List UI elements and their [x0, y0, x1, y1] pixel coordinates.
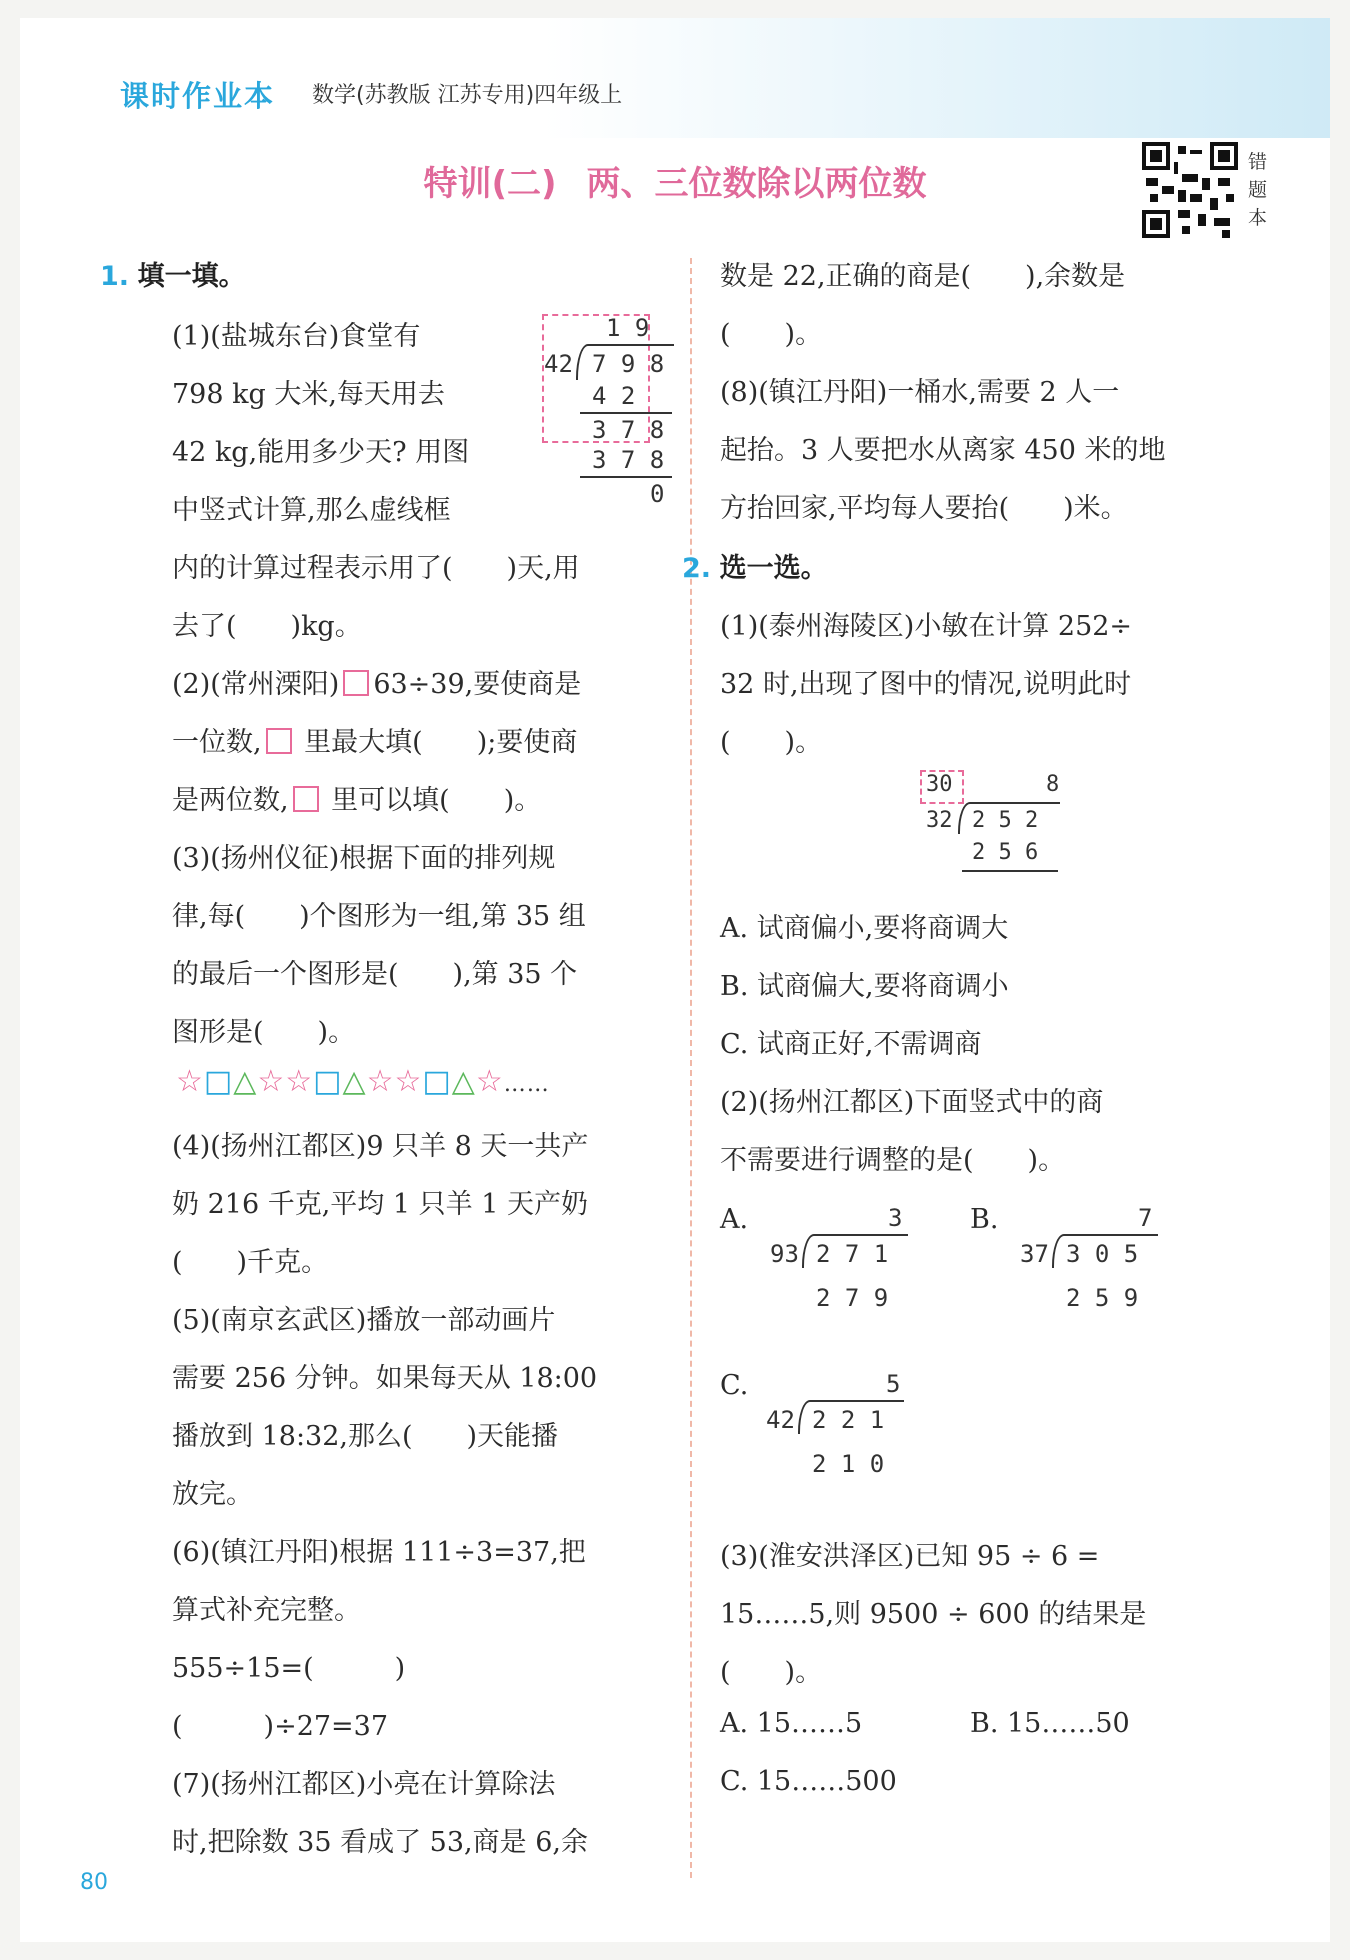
final-remainder: 0: [650, 480, 665, 508]
q1-p1-line3: 42 kg,能用多少天? 用图: [172, 437, 470, 468]
step-remainder-1: 3 7 8: [592, 416, 665, 444]
divisor: 42: [544, 350, 573, 378]
step-product-1: 4 2: [592, 382, 636, 410]
q1-p3-line1: (3)(扬州仪征)根据下面的排列规: [172, 843, 556, 874]
q1-p7-line4: ( )。: [720, 319, 823, 350]
q1-p1-line6: 去了( )kg。: [172, 611, 362, 642]
q1-p2-text: 一位数,: [172, 727, 262, 758]
blank-box[interactable]: [293, 786, 319, 812]
q1-p4-line3: ( )千克。: [172, 1247, 329, 1278]
divisor: 37: [1020, 1240, 1049, 1268]
q1-p3-line4: 图形是( )。: [172, 1017, 356, 1048]
option-label: C.: [720, 1370, 749, 1401]
divisor: 32: [926, 808, 953, 833]
dividend: 2 7 1: [816, 1240, 889, 1268]
ellipsis: ……: [503, 1072, 550, 1097]
dividend: 2 5 2: [972, 808, 1039, 833]
quotient: 1 9: [606, 314, 650, 342]
square-icon: □: [203, 1064, 234, 1099]
qr-code-icon[interactable]: [1142, 142, 1238, 238]
triangle-icon: △: [342, 1064, 367, 1099]
dividend: 3 0 5: [1066, 1240, 1139, 1268]
q2-p2-option-b[interactable]: [970, 1204, 1190, 1314]
q2-number: 2.: [682, 553, 712, 584]
q1-p6-line1: (6)(镇江丹阳)根据 111÷3=37,把: [172, 1537, 586, 1568]
page-title: [20, 156, 1330, 205]
q1-p2-source: (2)(常州溧阳): [172, 669, 340, 700]
star-icon: ☆: [176, 1064, 204, 1099]
q1-p1-line4: 中竖式计算,那么虚线框: [172, 495, 451, 526]
q1-p5-line4: 放完。: [172, 1479, 253, 1510]
page-number: 80: [80, 1870, 108, 1895]
blank-box[interactable]: [343, 670, 369, 696]
q2-p2-line2: 不需要进行调整的是( )。: [720, 1145, 1066, 1176]
divisor: 93: [770, 1240, 799, 1268]
q1-heading: [100, 254, 246, 293]
product: 2 1 0: [812, 1450, 885, 1478]
q1-title: 填一填。: [137, 261, 246, 292]
q2-p1-option-a[interactable]: A. 试商偏小,要将商调大: [720, 913, 1009, 944]
q2-p1-option-c[interactable]: C. 试商正好,不需调商: [720, 1029, 982, 1060]
product: 2 5 6: [972, 840, 1039, 865]
dividend: 7 9 8: [592, 350, 665, 378]
q1-p2-line1: [172, 662, 581, 701]
q2-p2-option-a[interactable]: [720, 1204, 940, 1314]
column-divider: [690, 258, 692, 1878]
divisor: 42: [766, 1406, 795, 1434]
q2-p3-line2: 15……5,则 9500 ÷ 600 的结果是: [720, 1599, 1147, 1630]
q1-p4-line1: (4)(扬州江都区)9 只羊 8 天一共产: [172, 1131, 589, 1162]
q1-p7-line1: (7)(扬州江都区)小亮在计算除法: [172, 1769, 556, 1800]
q2-p1-division: [920, 770, 1080, 880]
q2-p3-option-c[interactable]: C. 15……500: [720, 1766, 897, 1797]
q1-p1-line2: 798 kg 大米,每天用去: [172, 379, 445, 410]
star-icon: ☆: [366, 1064, 395, 1099]
q1-p1-division: [540, 314, 680, 514]
q2-p1-line1: (1)(泰州海陵区)小敏在计算 252÷: [720, 611, 1133, 642]
q1-p6-line3: 555÷15=( ): [172, 1653, 406, 1684]
qr-label: 错题本: [1248, 151, 1268, 229]
q1-p5-line3: 播放到 18:32,那么( )天能播: [172, 1421, 559, 1452]
title-part2: 两、三位数除以两位数: [586, 164, 927, 204]
q1-p7-line2: 时,把除数 35 看成了 53,商是 6,余: [172, 1827, 588, 1858]
triangle-icon: △: [451, 1064, 476, 1099]
rule-line: [962, 870, 1058, 872]
q1-p2-line3: [172, 778, 541, 817]
q1-p2-expr: 63÷39,要使商是: [373, 669, 582, 700]
step-product-2: 3 7 8: [592, 446, 665, 474]
q1-number: 1.: [100, 261, 130, 292]
q1-p8-line1: (8)(镇江丹阳)一桶水,需要 2 人一: [720, 377, 1120, 408]
q1-p6-line2: 算式补充完整。: [172, 1595, 361, 1626]
quotient: 8: [1046, 772, 1060, 797]
option-label: A.: [720, 1204, 749, 1235]
square-icon: □: [313, 1064, 343, 1099]
q1-p2-text: 里可以填( )。: [322, 785, 542, 816]
star-icon: ☆: [285, 1064, 314, 1099]
q2-p3-option-a[interactable]: A. 15……5: [720, 1708, 863, 1739]
q1-p8-line3: 方抬回家,平均每人要抬( )米。: [720, 493, 1128, 524]
dividend: 2 2 1: [812, 1406, 885, 1434]
q2-title: 选一选。: [719, 553, 828, 584]
quotient: 7: [1138, 1204, 1153, 1232]
q1-p7-line3: 数是 22,正确的商是( ),余数是: [720, 261, 1126, 292]
q1-p1-line5: 内的计算过程表示用了( )天,用: [172, 553, 580, 584]
q2-p2-line1: (2)(扬州江都区)下面竖式中的商: [720, 1087, 1104, 1118]
quotient: 5: [886, 1370, 901, 1398]
triangle-icon: △: [233, 1064, 258, 1099]
q2-p3-line1: (3)(淮安洪泽区)已知 95 ÷ 6 =: [720, 1541, 1100, 1572]
workbook-page: [20, 18, 1330, 1942]
shape-pattern: [176, 1064, 550, 1099]
q1-p5-line2: 需要 256 分钟。如果每天从 18:00: [172, 1363, 598, 1394]
star-icon: ☆: [475, 1064, 504, 1099]
q1-p6-line4: ( )÷27=37: [172, 1711, 389, 1742]
brand-name: 课时作业本: [120, 79, 276, 113]
option-label: B.: [970, 1204, 999, 1235]
product: 2 7 9: [816, 1284, 889, 1312]
q2-heading: [682, 546, 828, 585]
square-icon: □: [422, 1064, 452, 1099]
title-part1: 特训(二): [423, 164, 557, 204]
q1-p8-line2: 起抬。3 人要把水从离家 450 米的地: [720, 435, 1166, 466]
trial-quotient: 30: [926, 772, 953, 797]
rule-line: [580, 476, 672, 478]
q2-p2-option-c[interactable]: [720, 1370, 940, 1480]
quotient: 3: [888, 1204, 903, 1232]
q1-p2-text: 是两位数,: [172, 785, 289, 816]
q1-p2-text: 里最大填( );要使商: [295, 727, 578, 758]
q1-p3-line3: 的最后一个图形是( ),第 35 个: [172, 959, 578, 990]
q1-p3-line2: 律,每( )个图形为一组,第 35 组: [172, 901, 586, 932]
q2-p3-line3: ( )。: [720, 1657, 823, 1688]
q1-p5-line1: (5)(南京玄武区)播放一部动画片: [172, 1305, 556, 1336]
q1-p4-line2: 奶 216 千克,平均 1 只羊 1 天产奶: [172, 1189, 588, 1220]
star-icon: ☆: [394, 1064, 423, 1099]
subject-line: 数学(苏教版 江苏专用)四年级上: [312, 83, 623, 108]
product: 2 5 9: [1066, 1284, 1139, 1312]
q2-p1-option-b[interactable]: B. 试商偏大,要将商调小: [720, 971, 1009, 1002]
q2-p1-line3: ( )。: [720, 727, 823, 758]
q2-p3-option-b[interactable]: B. 15……50: [970, 1708, 1130, 1739]
rule-line: [580, 412, 672, 414]
q1-p2-line2: [172, 720, 577, 759]
star-icon: ☆: [257, 1064, 286, 1099]
q1-p1-line1: (1)(盐城东台)食堂有: [172, 321, 421, 352]
q2-p1-line2: 32 时,出现了图中的情况,说明此时: [720, 669, 1132, 700]
blank-box[interactable]: [266, 728, 292, 754]
